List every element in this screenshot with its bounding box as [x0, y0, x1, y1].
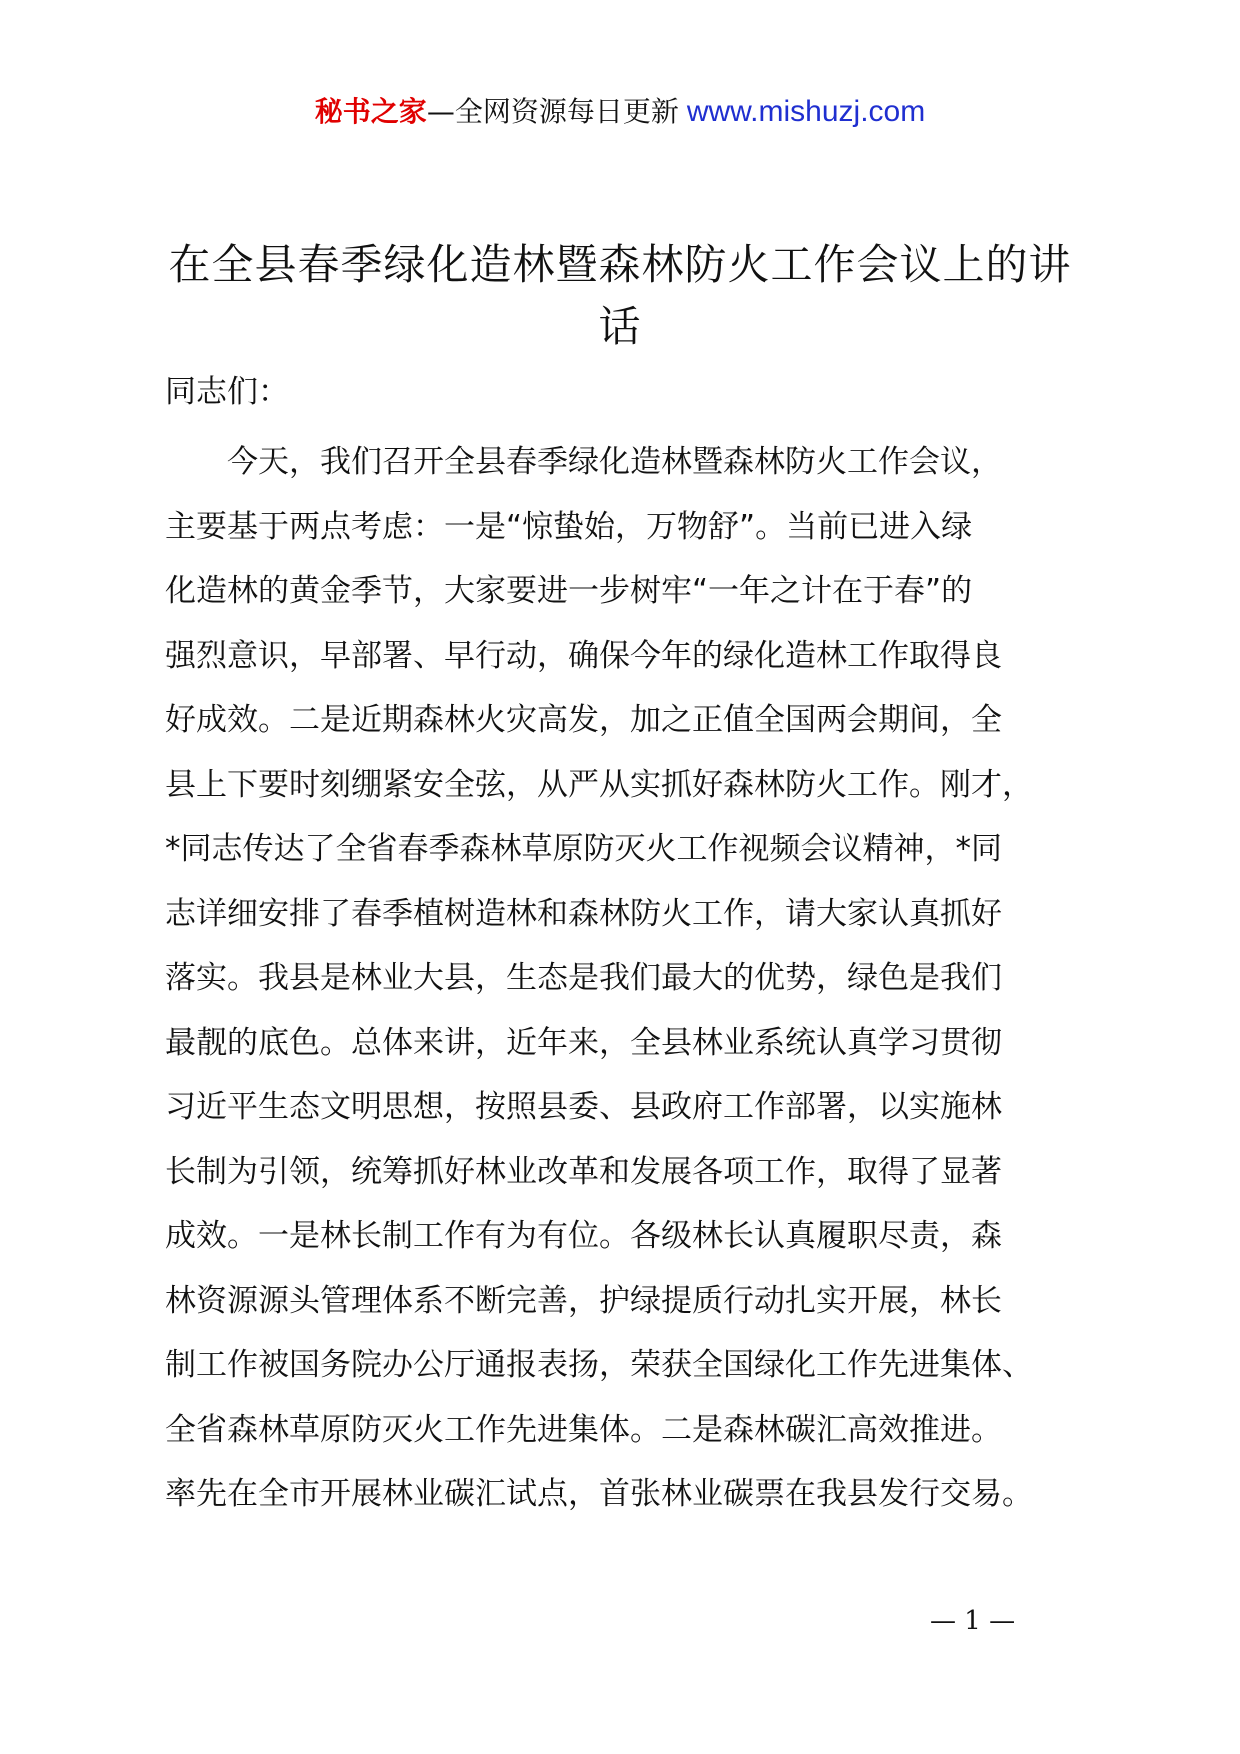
body-line: 习近平生态文明思想，按照县委、县政府工作部署，以实施林	[165, 1089, 1002, 1125]
document-body	[165, 430, 1105, 1527]
body-line: 今天，我们召开全县春季绿化造林暨森林防火工作会议，	[165, 444, 1002, 480]
header-tagline: —全网资源每日更新	[426, 95, 679, 128]
salutation: 同志们：	[165, 374, 289, 410]
site-url-link[interactable]: www.mishuzj.com	[686, 95, 926, 128]
body-line: *同志传达了全省春季森林草原防灭火工作视频会议精神，*同	[165, 831, 1002, 867]
body-line: 主要基于两点考虑：一是“惊蛰始，万物舒”。当前已进入绿	[165, 508, 973, 545]
body-line: 制工作被国务院办公厅通报表扬，荣获全国绿化工作先进集体、	[165, 1347, 1033, 1383]
body-line: 长制为引领，统筹抓好林业改革和发展各项工作，取得了显著	[165, 1153, 1002, 1190]
body-line: 最靓的底色。总体来讲，近年来，全县林业系统认真学习贯彻	[165, 1024, 1002, 1061]
body-line: 志详细安排了春季植树造林和森林防火工作，请大家认真抓好	[165, 895, 1002, 932]
brand-name: 秘书之家	[314, 95, 427, 128]
page-number: — 1 —	[930, 1606, 1016, 1636]
document-title: 在全县春季绿化造林暨森林防火工作会议上的讲话	[168, 240, 1072, 351]
site-header	[0, 92, 1240, 132]
body-line: 成效。一是林长制工作有为有位。各级林长认真履职尽责，森	[165, 1218, 1002, 1254]
body-line: 落实。我县是林业大县，生态是我们最大的优势，绿色是我们	[165, 960, 1002, 996]
body-line: 化造林的黄金季节，大家要进一步树牢“一年之计在于春”的	[165, 573, 973, 609]
body-line: 县上下要时刻绷紧安全弦，从严从实抓好森林防火工作。刚才，	[165, 766, 1033, 803]
body-line: 率先在全市开展林业碳汇试点，首张林业碳票在我县发行交易。	[165, 1476, 1033, 1512]
body-line: 好成效。二是近期森林火灾高发，加之正值全国两会期间，全	[165, 702, 1002, 738]
body-line: 强烈意识，早部署、早行动，确保今年的绿化造林工作取得良	[165, 637, 1002, 674]
body-line: 林资源源头管理体系不断完善，护绿提质行动扎实开展，林长	[165, 1282, 1002, 1319]
body-line: 全省森林草原防灭火工作先进集体。二是森林碳汇高效推进。	[165, 1411, 1002, 1448]
